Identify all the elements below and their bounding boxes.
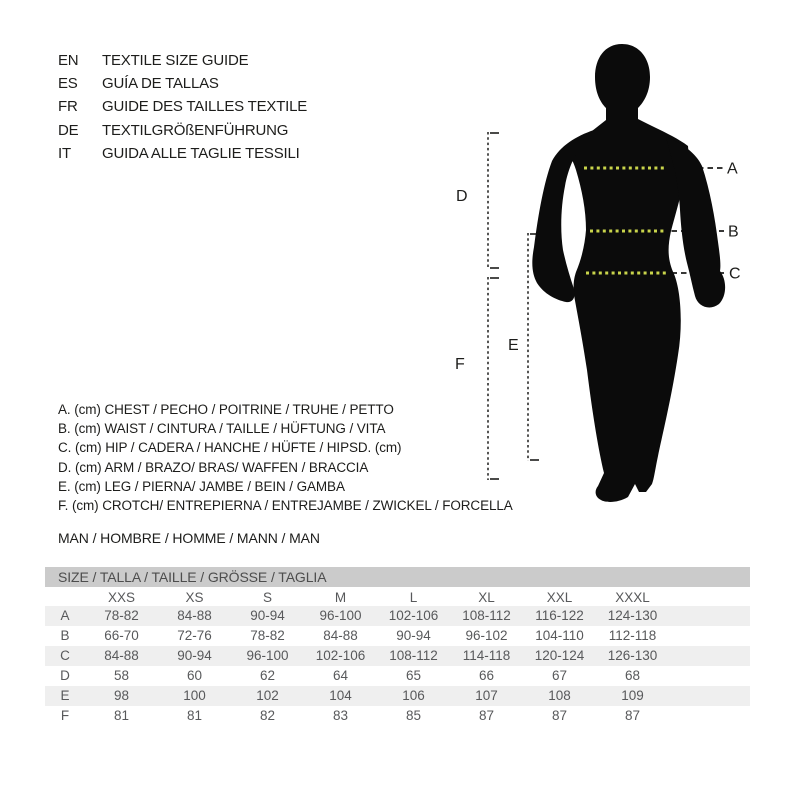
legend-item-chest: A. (cm) CHEST / PECHO / POITRINE / TRUHE / PETTO bbox=[58, 402, 394, 417]
measure-label-a: A bbox=[727, 160, 738, 178]
language-title: GUIDA ALLE TAGLIE TESSILI bbox=[102, 144, 300, 162]
language-row-de bbox=[58, 119, 307, 142]
table-cell: 85 bbox=[405, 708, 422, 723]
language-title: GUIDE DES TAILLES TEXTILE bbox=[102, 98, 308, 116]
table-row-f bbox=[45, 706, 750, 726]
language-title: GUÍA DE TALLAS bbox=[102, 75, 219, 93]
size-table-column-header-row bbox=[45, 587, 750, 606]
table-cell: 106 bbox=[402, 688, 425, 703]
table-cell: 90-94 bbox=[250, 608, 285, 623]
table-cell: 66 bbox=[478, 668, 495, 683]
table-cell: 82 bbox=[259, 708, 276, 723]
language-row-it bbox=[58, 142, 307, 165]
measurement-legend bbox=[58, 400, 513, 515]
measure-label-d: D bbox=[456, 188, 468, 205]
column-header-xxl: XXL bbox=[546, 590, 573, 605]
row-label: F bbox=[60, 708, 70, 723]
table-cell: 64 bbox=[332, 668, 349, 683]
language-row-en bbox=[58, 49, 307, 72]
legend-item-crotch: F. (cm) CROTCH/ ENTREPIERNA / ENTREJAMBE / ZWICKEL / FORCELLA bbox=[58, 497, 513, 513]
table-cell: 58 bbox=[113, 668, 130, 683]
column-header-s: S bbox=[262, 590, 272, 605]
table-cell: 62 bbox=[259, 668, 276, 683]
table-cell: 68 bbox=[624, 668, 641, 683]
row-label: B bbox=[60, 628, 70, 643]
table-cell: 84-88 bbox=[177, 608, 212, 623]
table-cell: 102-106 bbox=[315, 648, 366, 663]
table-cell: 104-110 bbox=[535, 628, 584, 643]
table-cell: 87 bbox=[478, 708, 495, 723]
language-title: TEXTILE SIZE GUIDE bbox=[102, 52, 249, 70]
column-header-m: M bbox=[334, 590, 347, 605]
legend-item-hip: C. (cm) HIP / CADERA / HANCHE / HÜFTE / HIPSD. (cm) bbox=[58, 440, 402, 456]
table-cell: 108-112 bbox=[462, 608, 511, 623]
table-cell: 112-118 bbox=[608, 628, 657, 643]
table-cell: 114-118 bbox=[462, 648, 511, 663]
column-header-xl: XL bbox=[478, 590, 495, 605]
column-header-xxs: XXS bbox=[107, 590, 135, 605]
row-label: C bbox=[60, 648, 70, 663]
table-cell: 108-112 bbox=[389, 648, 438, 663]
table-row-a bbox=[45, 606, 750, 626]
column-header-xxxl: XXXL bbox=[615, 590, 650, 605]
table-cell: 124-130 bbox=[607, 608, 658, 623]
measure-label-e: E bbox=[508, 337, 519, 354]
table-cell: 90-94 bbox=[177, 648, 212, 663]
table-cell: 116-122 bbox=[535, 608, 584, 623]
language-row-es bbox=[58, 72, 307, 95]
measure-label-c: C bbox=[729, 265, 741, 283]
legend-item-leg: E. (cm) LEG / PIERNA/ JAMBE / BEIN / GAMBA bbox=[58, 478, 345, 494]
table-cell: 98 bbox=[113, 688, 130, 703]
table-row-e bbox=[45, 686, 750, 706]
language-code: ES bbox=[58, 75, 78, 93]
table-cell: 107 bbox=[475, 688, 498, 703]
legend-item-waist: B. (cm) WAIST / CINTURA / TAILLE / HÜFTUNG / VITA bbox=[58, 421, 386, 437]
man-silhouette bbox=[532, 44, 725, 502]
table-row-c bbox=[45, 646, 750, 666]
table-cell: 100 bbox=[183, 688, 206, 703]
table-cell: 102-106 bbox=[388, 608, 439, 623]
legend-item-arm: D. (cm) ARM / BRAZO/ BRAS/ WAFFEN / BRACCIA bbox=[58, 459, 369, 475]
table-cell: 96-102 bbox=[465, 628, 508, 643]
table-cell: 60 bbox=[186, 668, 203, 683]
table-cell: 109 bbox=[621, 688, 644, 703]
table-cell: 78-82 bbox=[250, 628, 285, 643]
table-cell: 78-82 bbox=[104, 608, 139, 623]
language-code: EN bbox=[58, 52, 79, 70]
table-corner-cell bbox=[45, 587, 85, 606]
row-label: E bbox=[60, 688, 70, 703]
measure-label-b: B bbox=[728, 223, 739, 241]
table-cell: 65 bbox=[405, 668, 422, 683]
table-cell: 66-70 bbox=[104, 628, 139, 643]
table-cell: 84-88 bbox=[323, 628, 358, 643]
table-cell: 67 bbox=[551, 668, 568, 683]
table-cell: 104 bbox=[329, 688, 352, 703]
table-cell: 102 bbox=[256, 688, 279, 703]
table-cell: 84-88 bbox=[104, 648, 139, 663]
language-code: DE bbox=[58, 121, 79, 139]
language-title: TEXTILGRÖßENFÜHRUNG bbox=[102, 121, 289, 139]
table-cell: 72-76 bbox=[177, 628, 212, 643]
table-cell: 87 bbox=[624, 708, 641, 723]
language-code: IT bbox=[58, 144, 71, 162]
table-cell: 96-100 bbox=[319, 608, 362, 623]
gender-title: MAN / HOMBRE / HOMME / MANN / MAN bbox=[58, 530, 320, 546]
row-label: A bbox=[60, 608, 70, 623]
table-cell: 81 bbox=[113, 708, 130, 723]
table-row-d bbox=[45, 666, 750, 686]
table-row-b bbox=[45, 626, 750, 646]
table-cell: 87 bbox=[551, 708, 568, 723]
size-table bbox=[45, 567, 750, 726]
table-cell: 83 bbox=[332, 708, 349, 723]
table-cell: 81 bbox=[186, 708, 203, 723]
table-cell: 90-94 bbox=[396, 628, 431, 643]
row-label: D bbox=[60, 668, 70, 683]
column-header-l: L bbox=[409, 590, 418, 605]
table-cell: 126-130 bbox=[607, 648, 658, 663]
language-list bbox=[58, 49, 307, 165]
table-cell: 120-124 bbox=[534, 648, 585, 663]
column-header-xs: XS bbox=[185, 590, 204, 605]
table-cell: 108 bbox=[548, 688, 571, 703]
language-code: FR bbox=[58, 98, 78, 116]
measure-label-f: F bbox=[455, 356, 465, 373]
language-row-fr bbox=[58, 95, 307, 118]
size-table-header-bar: SIZE / TALLA / TAILLE / GRÖSSE / TAGLIA bbox=[45, 567, 750, 587]
table-cell: 96-100 bbox=[246, 648, 289, 663]
